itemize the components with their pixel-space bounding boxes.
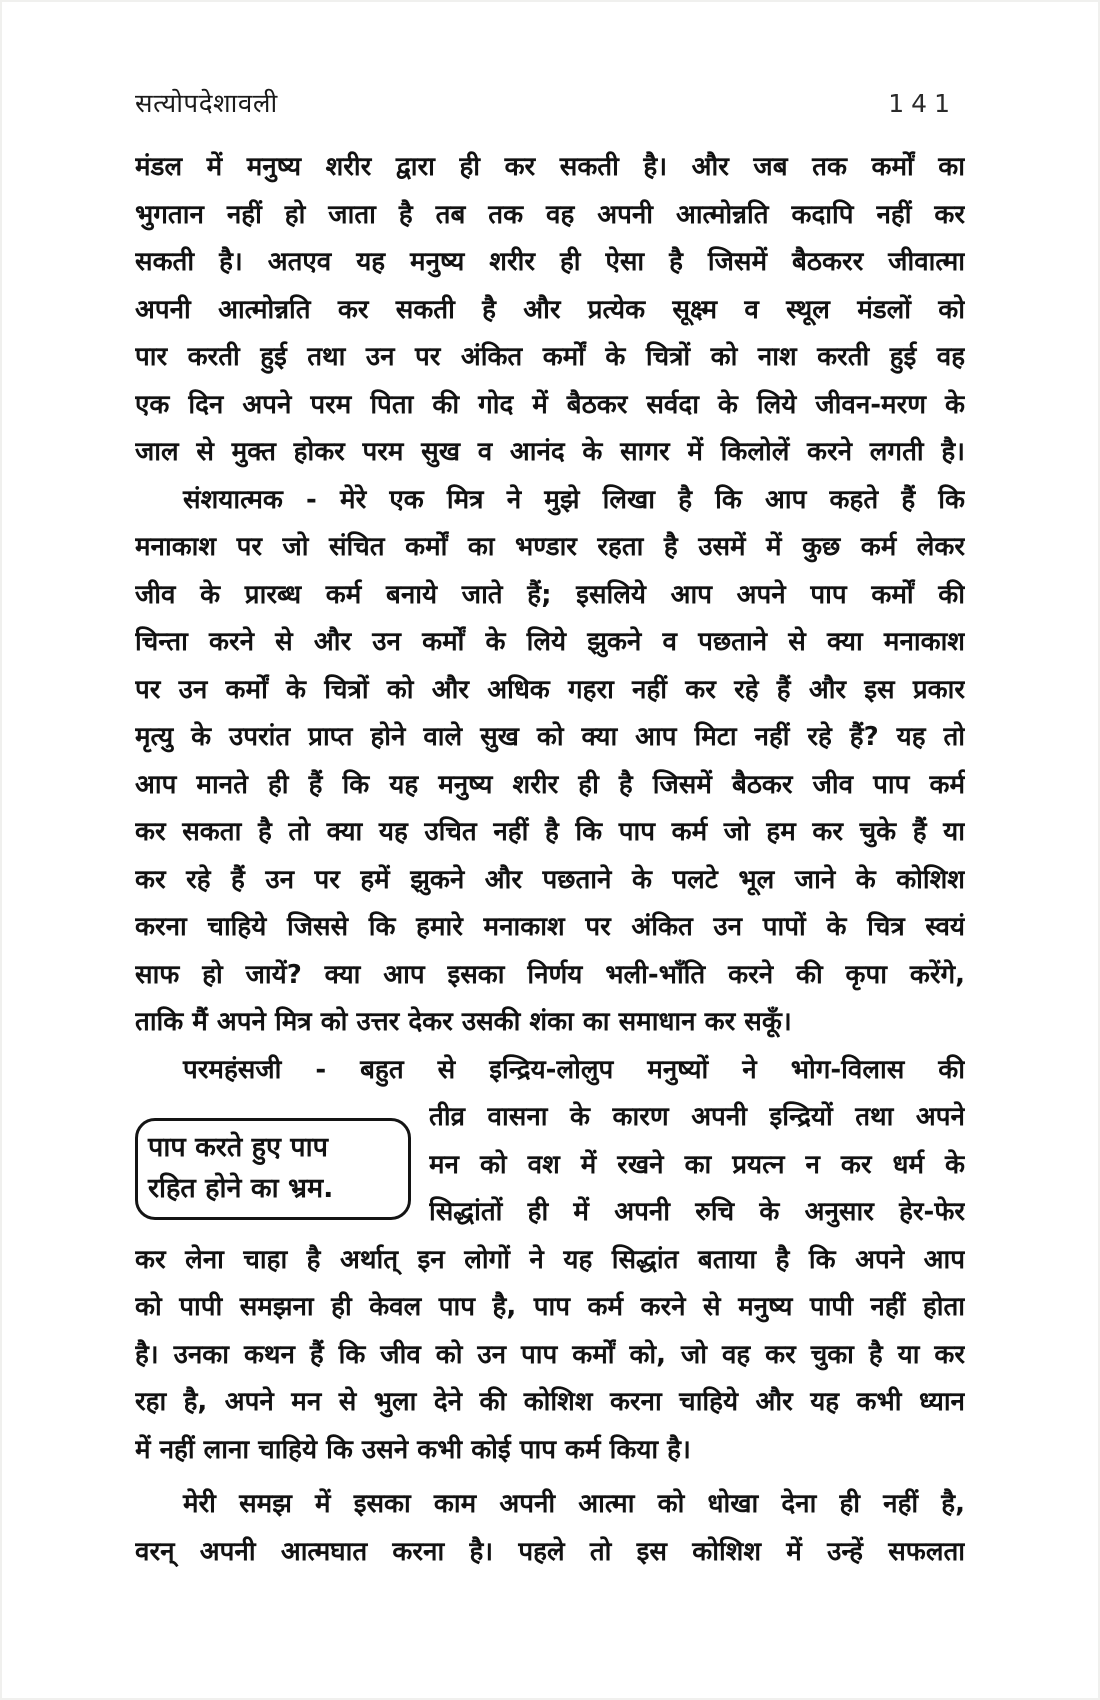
text-line: पार करती हुई तथा उन पर अंकित कर्मों के चित्रों को नाश करती हुई वह [135,342,965,372]
text-line: सिद्धांतों ही में अपनी रुचि के अनुसार हेर-फेर [429,1197,965,1227]
text-line: पर उन कर्मों के चित्रों को और अधिक गहरा नहीं कर रहे हैं और इस प्रकार [135,674,965,705]
text-line: साफ हो जायें? क्या आप इसका निर्णय भली-भाँति करने की कृपा करेंगे, [135,959,965,990]
book-title: सत्योपदेशावली [135,89,278,119]
paragraph-2 [135,477,965,1047]
text-line: जाल से मुक्त होकर परम सुख व आनंद के सागर में किलोलें करने लगती है। [135,437,965,467]
page-header [135,84,965,128]
callout-text-line: रहित होने का भ्रम. [148,1173,334,1205]
text-line: मनाकाश पर जो संचित कर्मों का भण्डार रहता है उसमें में कुछ कर्म लेकर [135,532,965,562]
text-line: ताकि मैं अपने मित्र को उत्तर देकर उसकी शंका का समाधान कर सकूँ। [135,1007,792,1037]
text-line: तीव्र वासना के कारण अपनी इन्द्रियों तथा अपने [429,1102,965,1132]
page-number: 141 [888,89,957,118]
body-text [135,144,965,1576]
text-line: को पापी समझना ही केवल पाप है, पाप कर्म करने से मनुष्य पापी नहीं होता [135,1292,965,1322]
text-line: भुगतान नहीं हो जाता है तब तक वह अपनी आत्मोन्नति कदापि नहीं कर [135,199,965,230]
text-line: वरन् अपनी आत्मघात करना है। पहले तो इस कोशिश में उन्हें सफलता [135,1536,965,1567]
text-line: कर सकता है तो क्या यह उचित नहीं है कि पाप कर्म जो हम कर चुके हैं या [135,817,965,847]
text-line: आप मानते ही हैं कि यह मनुष्य शरीर ही है जिसमें बैठकर जीव पाप कर्म [135,769,965,800]
text-line: चिन्ता करने से और उन कर्मों के लिये झुकने व पछताने से क्या मनाकाश [135,627,965,657]
text-line: सकती है। अतएव यह मनुष्य शरीर ही ऐसा है जिसमें बैठकरर जीवात्मा [135,247,965,277]
text-line: संशयात्मक - मेरे एक मित्र ने मुझे लिखा है कि आप कहते हैं कि [183,484,965,515]
text-line: करना चाहिये जिससे कि हमारे मनाकाश पर अंकित उन पापों के चित्र स्वयं [135,912,965,942]
paragraph-1 [135,144,965,477]
wrapped-lines [429,1094,965,1237]
callout-box [135,1118,411,1220]
callout-text-line: पाप करते हुए पाप [148,1132,328,1164]
text-line: मेरी समझ में इसका काम अपनी आत्मा को धोखा देना ही नहीं है, [183,1489,965,1519]
text-line: कर रहे हैं उन पर हमें झुकने और पछताने के पलटे भूल जाने के कोशिश [135,864,965,895]
text-line: जीव के प्रारब्ध कर्म बनाये जाते हैं; इसलिये आप अपने पाप कर्मों की [135,579,965,610]
text-line: है। उनका कथन हैं कि जीव को उन पाप कर्मों को, जो वह कर चुका है या कर [135,1339,965,1370]
text-line: मंडल में मनुष्य शरीर द्वारा ही कर सकती है। और जब तक कर्मों का [135,152,965,182]
text-line: परमहंसजी - बहुत से इन्द्रिय-लोलुप मनुष्यों ने भोग-विलास की [183,1054,965,1085]
paragraph-4 [135,1481,965,1576]
text-line: कर लेना चाहा है अर्थात् इन लोगों ने यह सिद्धांत बताया है कि अपने आप [135,1244,965,1275]
text-line: मृत्यु के उपरांत प्राप्त होने वाले सुख को क्या आप मिटा नहीं रहे हैं? यह तो [135,722,965,752]
paragraph-3 [135,1047,965,1475]
text-line: मन को वश में रखने का प्रयत्न न कर धर्म के [429,1149,965,1180]
text-line: में नहीं लाना चाहिये कि उसने कभी कोई पाप कर्म किया है। [135,1434,691,1465]
text-line: रहा है, अपने मन से भुला देने की कोशिश करना चाहिये और यह कभी ध्यान [135,1387,965,1417]
paragraph-spacer [135,1474,965,1481]
text-line: अपनी आत्मोन्नति कर सकती है और प्रत्येक सूक्ष्म व स्थूल मंडलों को [135,294,965,325]
callout-wrap-row [135,1094,965,1237]
text-line: एक दिन अपने परम पिता की गोद में बैठकर सर्वदा के लिये जीवन-मरण के [135,389,965,420]
